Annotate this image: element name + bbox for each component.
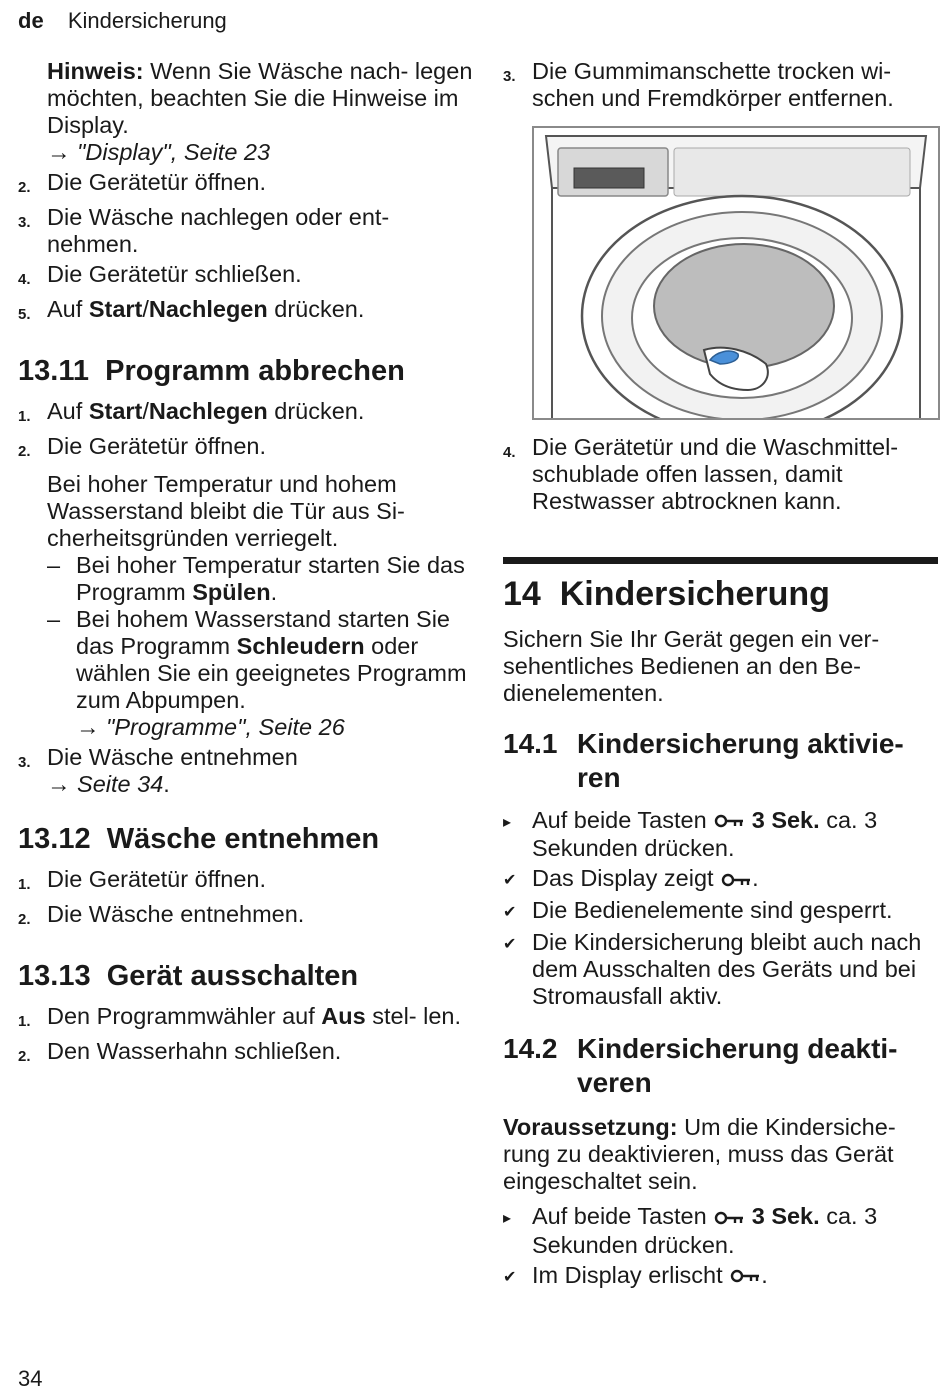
- step-number: 1.: [18, 876, 31, 893]
- step-text: Die Gerätetür öffnen.: [47, 433, 267, 459]
- step-number: 2.: [18, 911, 31, 928]
- check-icon: ✔: [503, 872, 517, 890]
- result-text: Die Kindersicherung bleibt auch nach dem Ausschalten des Geräts und bei Stromausfall aktiv.: [532, 929, 922, 1010]
- step-text: Die Wäsche entnehmen: [47, 744, 298, 770]
- check-icon: ✔: [503, 936, 517, 954]
- list-item: [18, 866, 478, 898]
- section-heading-14-2: 14.2 Kindersicherung deakti- veren: [503, 1033, 898, 1099]
- step-number: 2.: [18, 443, 31, 460]
- section-heading-14-1: 14.1 Kindersicherung aktivie- ren: [503, 728, 904, 793]
- step-number: 2.: [18, 1048, 31, 1065]
- list-item: [18, 261, 478, 293]
- step-text: Die Gerätetür öffnen.: [47, 169, 267, 195]
- result-item: ✔ Das Display zeigt .: [503, 865, 938, 894]
- section-heading-13-11: 13.11 Programm abbrechen: [18, 355, 405, 387]
- hinweis-ref-link[interactable]: "Display", Seite 23: [77, 139, 271, 165]
- action-item: ▸ Auf beide Tasten 3 Sek. ca. 3 Sekunden drücken.: [503, 1203, 878, 1258]
- step-text: Die Gummimanschette trocken wi- schen und Fremdkörper entfernen.: [532, 58, 894, 111]
- info-paragraph: Bei hoher Temperatur und hohem Wasserstand bleibt die Tür aus Si- cherheitsgründen verriegelt.: [47, 471, 405, 551]
- step-number: 3.: [18, 214, 31, 231]
- key-icon: [713, 1205, 745, 1232]
- arrow-right-icon: →: [47, 139, 71, 165]
- step-number: 3.: [18, 754, 31, 771]
- hinweis-text: Wenn Sie Wäsche nach- legen möchten, beachten Sie die Hinweise im Display.: [47, 58, 473, 138]
- chapter-divider: [503, 557, 938, 614]
- result-text: Die Bedienelemente sind gesperrt.: [532, 897, 893, 924]
- seite-ref-link[interactable]: Seite 34: [77, 771, 164, 797]
- step-text: Die Wäsche entnehmen.: [47, 901, 305, 927]
- step-number: 1.: [18, 1013, 31, 1030]
- left-column: [18, 58, 478, 1070]
- arrow-right-icon: →: [47, 771, 71, 797]
- washing-machine-drawing: [534, 128, 938, 418]
- step-text: Auf Start/Nachlegen drücken.: [47, 296, 365, 322]
- arrow-right-icon: →: [76, 714, 100, 740]
- list-item: [18, 296, 478, 328]
- step-text: Den Wasserhahn schließen.: [47, 1038, 342, 1064]
- step-number: 2.: [18, 179, 31, 196]
- step-text: Die Gerätetür öffnen.: [47, 866, 267, 892]
- check-icon: ✔: [503, 904, 517, 922]
- list-item: [18, 398, 478, 430]
- list-item: [18, 433, 478, 465]
- list-item: [18, 901, 478, 933]
- programme-ref-link[interactable]: "Programme", Seite 26: [106, 714, 345, 740]
- step-text: Die Gerätetür schließen.: [47, 261, 302, 287]
- language-code: de: [18, 8, 44, 33]
- action-item: ▸ Auf beide Tasten 3 Sek. ca. 3 Sekunden drücken.: [503, 807, 878, 862]
- action-marker: ▸: [503, 814, 512, 831]
- washing-machine-illustration: [532, 126, 940, 420]
- page-header: [18, 8, 227, 34]
- list-item: [18, 1003, 478, 1035]
- list-item: [18, 204, 478, 258]
- section-heading-13-12: 13.12 Wäsche entnehmen: [18, 823, 380, 855]
- step-number: 5.: [18, 306, 31, 323]
- chapter-heading-14: 14 Kindersicherung: [503, 575, 830, 613]
- step-text: Auf Start/Nachlegen drücken.: [47, 398, 365, 424]
- dash-item: – Bei hohem Wasserstand starten Sie das Programm Schleudern oder wählen Sie ein geeignetes Programm zum Abpumpen. → "Programme", Seite 26: [47, 606, 467, 740]
- step-text: Die Gerätetür und die Waschmittel- schublade offen lassen, damit Restwasser abtrocknen kann.: [532, 434, 899, 514]
- voraussetzung-paragraph: Voraussetzung: Um die Kindersiche- rung zu deaktivieren, muss das Gerät eingeschaltet sein.: [503, 1114, 896, 1195]
- list-item: [18, 1038, 478, 1070]
- chapter-intro: Sichern Sie Ihr Gerät gegen ein ver- sehentliches Bedienen an den Be- dienelementen.: [503, 626, 880, 706]
- section-heading-13-13: 13.13 Gerät ausschalten: [18, 960, 359, 992]
- hinweis-note: [18, 58, 478, 166]
- right-column: [503, 58, 938, 1291]
- key-icon: [720, 867, 752, 894]
- step-number: 4.: [503, 444, 516, 461]
- step-text: Den Programmwähler auf Aus stel- len.: [47, 1003, 462, 1029]
- step-number: 4.: [18, 271, 31, 288]
- dash-item: – Bei hoher Temperatur starten Sie das Programm Spülen.: [47, 552, 465, 605]
- step-number: 1.: [18, 408, 31, 425]
- list-item: [503, 58, 938, 112]
- list-item: [503, 434, 938, 515]
- result-item: ✔ Im Display erlischt .: [503, 1262, 938, 1291]
- check-icon: ✔: [503, 1268, 517, 1286]
- action-marker: ▸: [503, 1210, 512, 1228]
- step-text: Die Wäsche nachlegen oder ent- nehmen.: [47, 204, 390, 257]
- key-icon: [713, 808, 745, 835]
- result-item: [503, 897, 938, 926]
- key-icon: [729, 1263, 761, 1290]
- step-number: 3.: [503, 68, 516, 85]
- result-item: [503, 929, 938, 1010]
- list-item: 3. Die Wäsche entnehmen → Seite 34.: [18, 744, 298, 797]
- hinweis-label: Hinweis:: [47, 58, 144, 84]
- page-number: 34: [18, 1366, 43, 1391]
- list-item: [18, 169, 478, 201]
- header-section-title: Kindersicherung: [67, 8, 227, 33]
